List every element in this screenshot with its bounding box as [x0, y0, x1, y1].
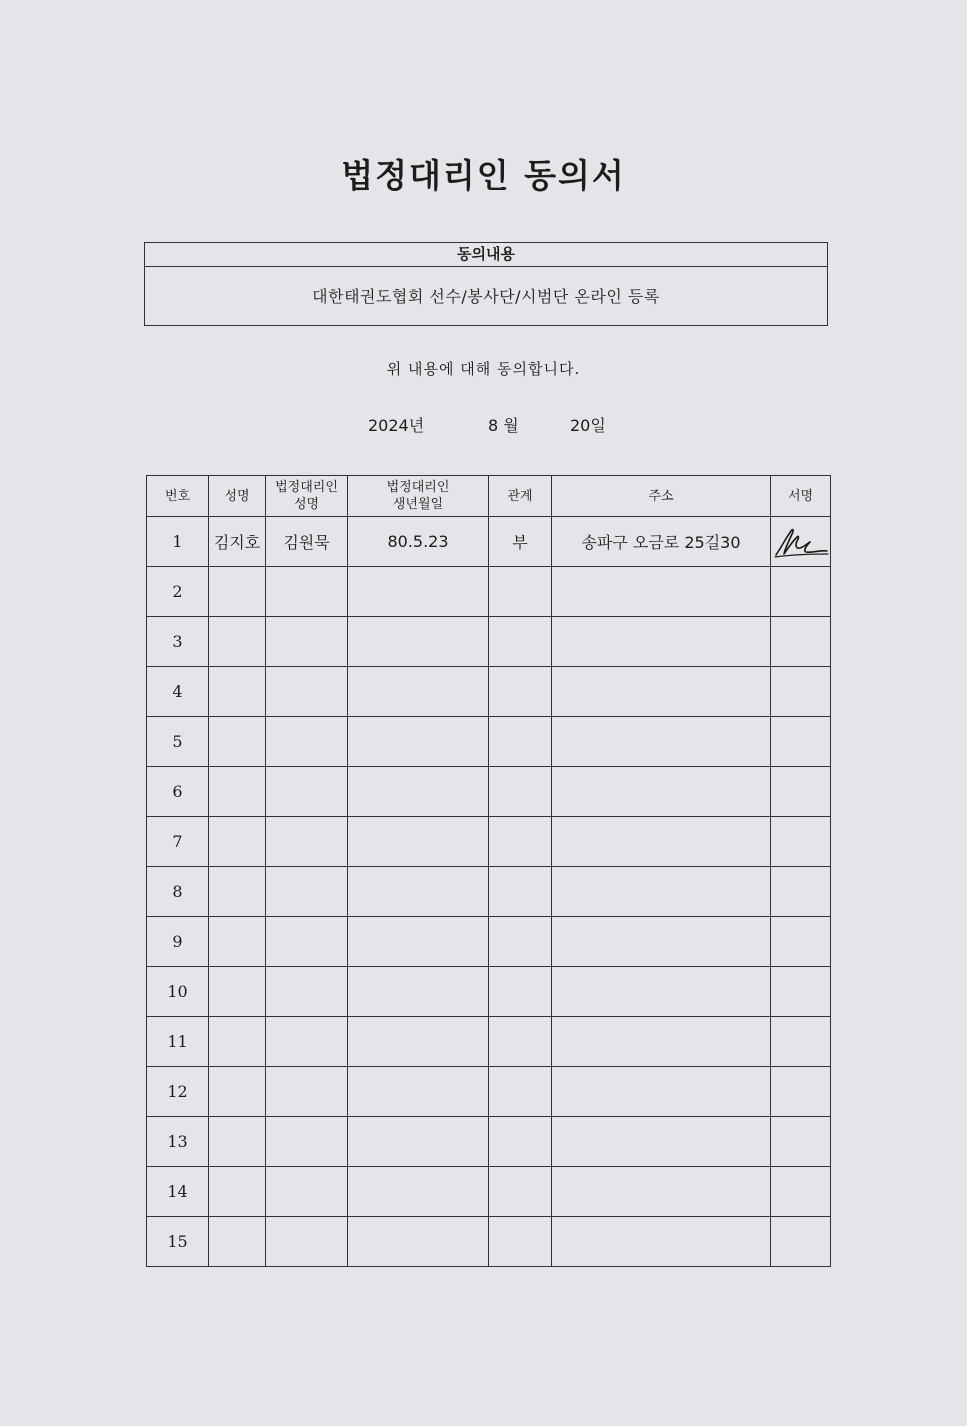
relation-cell	[489, 1217, 552, 1267]
student-name-cell	[209, 717, 266, 767]
header-guardian-name-line1: 법정대리인	[275, 480, 338, 495]
header-signature: 서명	[771, 476, 831, 517]
signature-cell	[771, 967, 831, 1017]
signature-cell	[771, 717, 831, 767]
student-name-cell	[209, 617, 266, 667]
address-cell	[552, 1217, 771, 1267]
guardian-name-cell	[266, 1117, 348, 1167]
student-name-cell	[209, 817, 266, 867]
guardian-name-cell	[266, 667, 348, 717]
table-row	[147, 1067, 831, 1117]
relation-cell	[489, 1017, 552, 1067]
row-number-cell: 10	[147, 967, 209, 1017]
header-guardian-name	[266, 476, 348, 517]
consent-content-header: 동의내용	[145, 243, 827, 267]
guardian-birthdate-cell	[348, 1117, 489, 1167]
header-guardian-birth-line2: 생년월일	[392, 497, 444, 512]
row-number-cell: 13	[147, 1117, 209, 1167]
address-cell	[552, 867, 771, 917]
signature-cell	[771, 1017, 831, 1067]
row-number-cell: 11	[147, 1017, 209, 1067]
guardian-birthdate-cell	[348, 917, 489, 967]
guardian-name-cell	[266, 1067, 348, 1117]
address-cell	[552, 567, 771, 617]
row-number-cell: 1	[147, 517, 209, 567]
address-cell	[552, 1167, 771, 1217]
row-number-cell: 15	[147, 1217, 209, 1267]
date-month: 8 월	[488, 416, 519, 435]
table-row	[147, 867, 831, 917]
relation-cell	[489, 867, 552, 917]
table-row	[147, 717, 831, 767]
row-number-cell: 5	[147, 717, 209, 767]
row-number-cell: 3	[147, 617, 209, 667]
date-year: 2024년	[368, 416, 425, 435]
relation-cell	[489, 567, 552, 617]
relation-cell	[489, 817, 552, 867]
row-number-cell: 12	[147, 1067, 209, 1117]
signature-cell	[771, 1217, 831, 1267]
guardian-birthdate-cell	[348, 867, 489, 917]
signature-cell	[771, 1067, 831, 1117]
header-guardian-name-line2: 성명	[293, 497, 320, 512]
table-row	[147, 817, 831, 867]
table-row	[147, 917, 831, 967]
student-name-cell	[209, 967, 266, 1017]
student-name-cell	[209, 1017, 266, 1067]
student-name-cell	[209, 1117, 266, 1167]
table-row	[147, 517, 831, 567]
row-number-cell: 2	[147, 567, 209, 617]
guardian-birthdate-cell	[348, 1017, 489, 1067]
student-name-cell	[209, 767, 266, 817]
guardian-name-cell	[266, 817, 348, 867]
student-name-cell: 김지호	[209, 517, 266, 567]
signature-cell	[771, 817, 831, 867]
guardian-name-cell	[266, 567, 348, 617]
signature-cell	[771, 517, 831, 567]
table-row	[147, 1117, 831, 1167]
address-cell	[552, 667, 771, 717]
header-guardian-birth-line1: 법정대리인	[386, 480, 450, 495]
guardian-name-cell	[266, 967, 348, 1017]
address-cell	[552, 917, 771, 967]
header-guardian-birth	[348, 476, 489, 517]
row-number-cell: 7	[147, 817, 209, 867]
relation-cell	[489, 1117, 552, 1167]
student-name-cell	[209, 917, 266, 967]
student-name-cell	[209, 1167, 266, 1217]
guardian-name-cell	[266, 1017, 348, 1067]
relation-cell	[489, 617, 552, 667]
signature-cell	[771, 917, 831, 967]
row-number-cell: 9	[147, 917, 209, 967]
student-name-cell	[209, 567, 266, 617]
table-body	[147, 517, 831, 1267]
guardian-birthdate-cell: 80.5.23	[348, 517, 489, 567]
table-row	[147, 617, 831, 667]
guardian-registration-table	[146, 475, 831, 1267]
signature-cell	[771, 667, 831, 717]
address-cell: 송파구 오금로 25길30	[552, 517, 771, 567]
table-row	[147, 967, 831, 1017]
student-name-cell	[209, 667, 266, 717]
agreement-statement: 위 내용에 대해 동의합니다.	[386, 360, 581, 378]
relation-cell	[489, 667, 552, 717]
relation-cell	[489, 967, 552, 1017]
address-cell	[552, 1017, 771, 1067]
header-relation: 관계	[489, 476, 552, 517]
row-number-cell: 6	[147, 767, 209, 817]
signature-cell	[771, 617, 831, 667]
date-day: 20일	[570, 416, 606, 435]
signature-cell	[771, 1167, 831, 1217]
relation-cell	[489, 1067, 552, 1117]
guardian-birthdate-cell	[348, 1167, 489, 1217]
address-cell	[552, 767, 771, 817]
handwritten-signature	[772, 524, 830, 560]
guardian-name-cell	[266, 717, 348, 767]
guardian-name-cell	[266, 1217, 348, 1267]
student-name-cell	[209, 867, 266, 917]
relation-cell	[489, 717, 552, 767]
address-cell	[552, 717, 771, 767]
row-number-cell: 14	[147, 1167, 209, 1217]
address-cell	[552, 1067, 771, 1117]
address-cell	[552, 967, 771, 1017]
student-name-cell	[209, 1217, 266, 1267]
relation-cell	[489, 917, 552, 967]
guardian-name-cell	[266, 1167, 348, 1217]
guardian-name-cell	[266, 617, 348, 667]
signature-cell	[771, 767, 831, 817]
consent-content-box	[144, 242, 828, 326]
row-number-cell: 4	[147, 667, 209, 717]
guardian-name-cell	[266, 917, 348, 967]
relation-cell	[489, 1167, 552, 1217]
address-cell	[552, 1117, 771, 1167]
table-row	[147, 667, 831, 717]
address-cell	[552, 817, 771, 867]
header-address: 주소	[552, 476, 771, 517]
guardian-birthdate-cell	[348, 667, 489, 717]
guardian-name-cell: 김원묵	[266, 517, 348, 567]
table-row	[147, 1167, 831, 1217]
signature-cell	[771, 567, 831, 617]
table-row	[147, 1017, 831, 1067]
guardian-birthdate-cell	[348, 567, 489, 617]
relation-cell: 부	[489, 517, 552, 567]
address-cell	[552, 617, 771, 667]
relation-cell	[489, 767, 552, 817]
table-header-row	[147, 476, 831, 517]
guardian-birthdate-cell	[348, 717, 489, 767]
guardian-birthdate-cell	[348, 617, 489, 667]
table-row	[147, 1217, 831, 1267]
signature-cell	[771, 867, 831, 917]
guardian-name-cell	[266, 867, 348, 917]
consent-content-text: 대한태권도협회 선수/봉사단/시범단 온라인 등록	[312, 287, 660, 306]
student-name-cell	[209, 1067, 266, 1117]
table-row	[147, 767, 831, 817]
guardian-name-cell	[266, 767, 348, 817]
guardian-birthdate-cell	[348, 1217, 489, 1267]
header-number: 번호	[147, 476, 209, 517]
row-number-cell: 8	[147, 867, 209, 917]
table-row	[147, 567, 831, 617]
guardian-birthdate-cell	[348, 1067, 489, 1117]
document-title: 법정대리인 동의서	[341, 156, 626, 195]
guardian-birthdate-cell	[348, 817, 489, 867]
guardian-birthdate-cell	[348, 967, 489, 1017]
guardian-birthdate-cell	[348, 767, 489, 817]
signature-cell	[771, 1117, 831, 1167]
header-name: 성명	[209, 476, 266, 517]
